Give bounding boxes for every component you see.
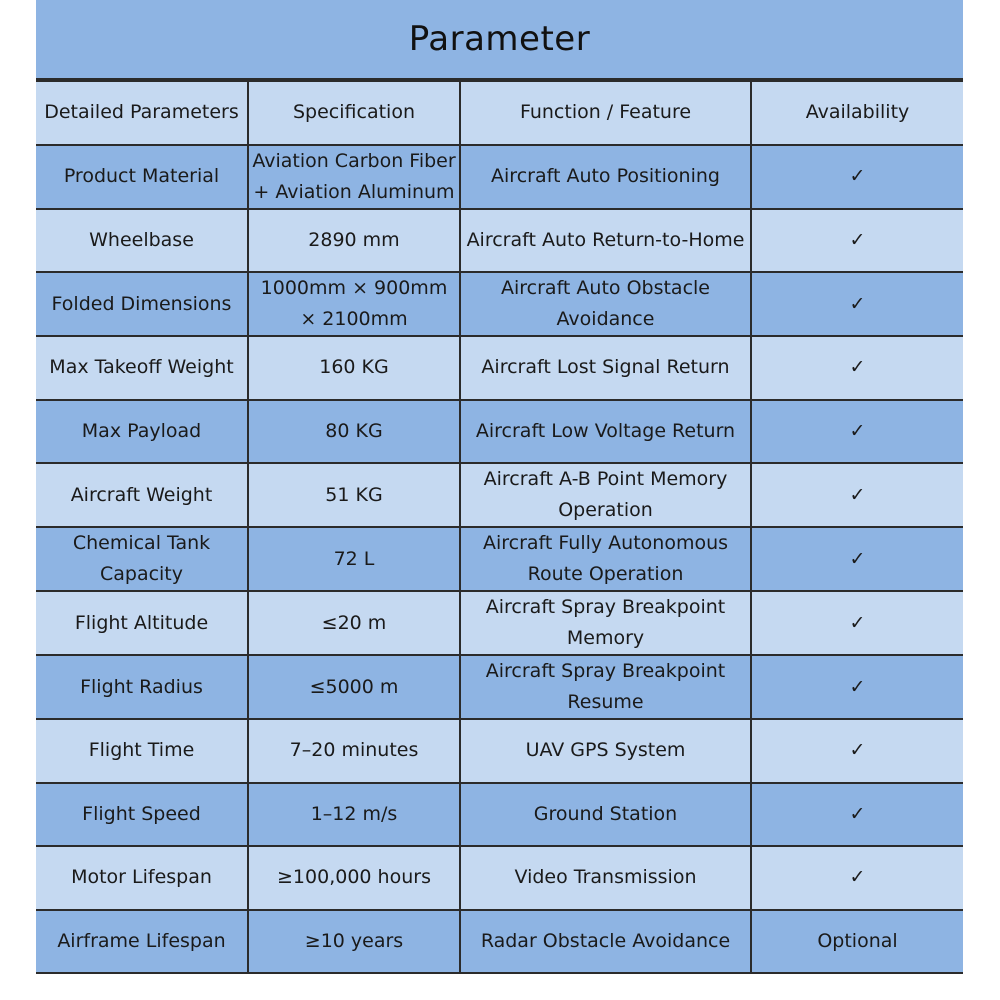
table-row bbox=[36, 655, 963, 719]
specification-cell: ≤20 m bbox=[248, 591, 460, 655]
table-row bbox=[36, 910, 963, 974]
feature-cell: UAV GPS System bbox=[460, 719, 751, 783]
table-row bbox=[36, 400, 963, 464]
parameter-cell: Product Material bbox=[36, 145, 248, 209]
specification-cell: ≥100,000 hours bbox=[248, 846, 460, 910]
availability-cell: Optional bbox=[751, 910, 963, 974]
table-row bbox=[36, 336, 963, 400]
table-header-row bbox=[36, 81, 963, 145]
header-specification: Specification bbox=[248, 81, 460, 145]
parameter-cell: Max Payload bbox=[36, 400, 248, 464]
table-row bbox=[36, 527, 963, 591]
table-row bbox=[36, 846, 963, 910]
table-row bbox=[36, 272, 963, 336]
specification-cell: 7–20 minutes bbox=[248, 719, 460, 783]
specification-cell: ≥10 years bbox=[248, 910, 460, 974]
feature-cell: Aircraft Low Voltage Return bbox=[460, 400, 751, 464]
parameter-cell: Motor Lifespan bbox=[36, 846, 248, 910]
feature-cell: Aircraft Auto Positioning bbox=[460, 145, 751, 209]
availability-cell: ✓ bbox=[751, 400, 963, 464]
parameter-cell: Airframe Lifespan bbox=[36, 910, 248, 974]
table-row bbox=[36, 783, 963, 847]
table-row bbox=[36, 719, 963, 783]
parameter-table bbox=[36, 80, 963, 974]
feature-cell: Video Transmission bbox=[460, 846, 751, 910]
table-row bbox=[36, 463, 963, 527]
page-title: Parameter bbox=[408, 19, 591, 59]
feature-cell: Aircraft Fully Autonomous Route Operation bbox=[460, 527, 751, 591]
header-availability: Availability bbox=[751, 81, 963, 145]
table-row bbox=[36, 209, 963, 273]
title-bar bbox=[36, 0, 963, 80]
availability-cell: ✓ bbox=[751, 783, 963, 847]
feature-cell: Aircraft A-B Point Memory Operation bbox=[460, 463, 751, 527]
table-row bbox=[36, 145, 963, 209]
availability-cell: ✓ bbox=[751, 336, 963, 400]
availability-cell: ✓ bbox=[751, 719, 963, 783]
feature-cell: Aircraft Auto Return-to-Home bbox=[460, 209, 751, 273]
parameter-cell: Max Takeoff Weight bbox=[36, 336, 248, 400]
specification-cell: 1–12 m/s bbox=[248, 783, 460, 847]
availability-cell: ✓ bbox=[751, 846, 963, 910]
parameter-cell: Wheelbase bbox=[36, 209, 248, 273]
parameter-cell: Folded Dimensions bbox=[36, 272, 248, 336]
parameter-cell: Flight Speed bbox=[36, 783, 248, 847]
specification-cell: 72 L bbox=[248, 527, 460, 591]
availability-cell: ✓ bbox=[751, 145, 963, 209]
specification-cell: 160 KG bbox=[248, 336, 460, 400]
parameter-cell: Flight Time bbox=[36, 719, 248, 783]
feature-cell: Aircraft Lost Signal Return bbox=[460, 336, 751, 400]
availability-cell: ✓ bbox=[751, 463, 963, 527]
availability-cell: ✓ bbox=[751, 655, 963, 719]
feature-cell: Radar Obstacle Avoidance bbox=[460, 910, 751, 974]
parameter-cell: Flight Radius bbox=[36, 655, 248, 719]
availability-cell: ✓ bbox=[751, 527, 963, 591]
feature-cell: Aircraft Auto Obstacle Avoidance bbox=[460, 272, 751, 336]
specification-cell: 1000mm × 900mm × 2100mm bbox=[248, 272, 460, 336]
availability-cell: ✓ bbox=[751, 591, 963, 655]
specification-cell: ≤5000 m bbox=[248, 655, 460, 719]
feature-cell: Ground Station bbox=[460, 783, 751, 847]
feature-cell: Aircraft Spray Breakpoint Memory bbox=[460, 591, 751, 655]
specification-cell: 51 KG bbox=[248, 463, 460, 527]
feature-cell: Aircraft Spray Breakpoint Resume bbox=[460, 655, 751, 719]
table-body bbox=[36, 145, 963, 974]
specification-cell: Aviation Carbon Fiber + Aviation Aluminum bbox=[248, 145, 460, 209]
availability-cell: ✓ bbox=[751, 209, 963, 273]
specification-cell: 80 KG bbox=[248, 400, 460, 464]
header-function-feature: Function / Feature bbox=[460, 81, 751, 145]
availability-cell: ✓ bbox=[751, 272, 963, 336]
parameter-cell: Aircraft Weight bbox=[36, 463, 248, 527]
table-row bbox=[36, 591, 963, 655]
parameter-sheet bbox=[36, 0, 963, 1000]
parameter-cell: Flight Altitude bbox=[36, 591, 248, 655]
parameter-cell: Chemical Tank Capacity bbox=[36, 527, 248, 591]
header-detailed-parameters: Detailed Parameters bbox=[36, 81, 248, 145]
specification-cell: 2890 mm bbox=[248, 209, 460, 273]
